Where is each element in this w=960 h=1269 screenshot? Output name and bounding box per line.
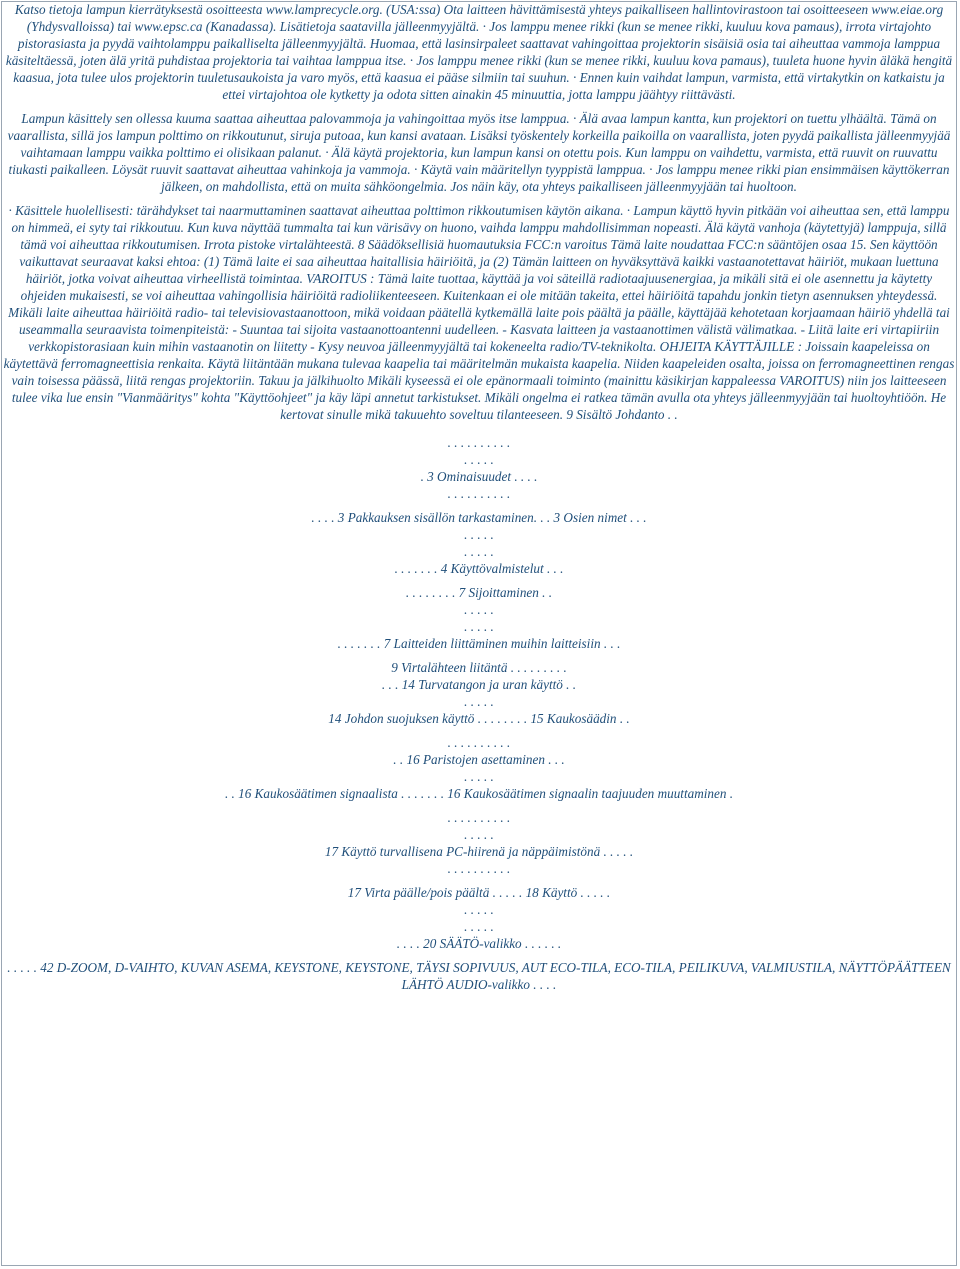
toc-line: . . . . 20 SÄÄTÖ-valikko . . . . . . (396, 936, 562, 951)
toc-line: . . . . . (464, 544, 494, 559)
toc-spacer (3, 802, 955, 809)
toc-line: . . . . 3 Pakkauksen sisällön tarkastaminen. . . 3 Osien nimet . . . (311, 510, 647, 525)
toc-line: . . . . . (464, 827, 494, 842)
toc-spacer (3, 577, 955, 584)
toc-line: . . . . . . . . . . (447, 861, 511, 876)
regulatory-and-warranty-paragraph: · Käsittele huolellisesti: tärähdykset tai naarmuttaminen saattavat aiheuttaa polttimon rikkoutumisen käytön aikana. · Lampun käyttö hyvin pitkään voi aiheuttaa sen, että lamppu on himmeä, ei syty tai rikkoutuu. Kun kuva näyttää tummalta tai kun värisävy on huono, vaihda lamppu mahdollisimman nopeasti. Älä käytä vanhoja (käytettyjä) lamppuja, sillä tämä voi aiheuttaa rikkoutumisen. Irrota pistoke virtalähteestä. 8 Säädöksellisiä huomautuksia FCC:n varoitus Tämä laite noudattaa FCC:n sääntöjen osaa 15. Sen käyttöön vaikuttavat seuraavat kaksi ehtoa: (1) Tämä laite ei saa aiheuttaa haitallisia häiriöitä, ja (2) Tämän laitteen on hyväksyttävä kaikki vastaanotettavat häiriöt, mukaan luettuna häiriöt, jotka voivat aiheuttaa virheellistä toimintaa. VAROITUS : Tämä laite tuottaa, käyttää ja voi säteillä radiotaajuusenergiaa, ja mikäli sitä ei ole asennettu ja käytetty ohjeiden mukaisesti, se voi aiheuttaa vahingollisia häiriöitä radioliikenteeseen. Kuitenkaan ei ole mitään takeita, ettei häiriöitä tapahdu jonkin tietyn asennuksen yhteydessä. Mikäli laite aiheuttaa häiriöitä radio- tai televisiovastaanottoon, mikä voidaan päätellä kytkemällä laite pois päältä ja päälle, käyttäjää kehotetaan korjaamaan häiriö yhdellä tai useammalla seuraavista toimenpiteistä: - Suuntaa tai sijoita vastaanottoantenni uudelleen. - Kasvata laitteen ja vastaanottimen välistä välimatkaa. - Liitä laite eri virtapiiriin verkkopistorasiaan kuin mihin vastaanotin on liitetty - Kysy neuvoa jälleenmyyjältä tai kokeneelta radio/TV-teknikolta. OHJEITA KÄYTTÄJILLE : Joissain kaapeleissa on käytettävä ferromagneettisia renkaita. Käytä liitäntään mukana tulevaa kaapelia tai määritelmän mukaista kaapelia. Niiden kaapeleiden osalta, joissa on ferromagneettinen rengas vain toisessa päässä, liitä rengas projektoriin. Takuu ja jälkihuolto Mikäli kyseessä ei ole epänormaali toiminto (mainittu käsikirjan kappaleessa VAROITUS) niin jos laitteeseen tulee vika lue ensin "Vianmääritys" kohta "Käyttöohjeet" ja käy läpi annetut tarkistukset. Mikäli ongelma ei ratkea tämän avulla ota yhteys jälleenmyyjään tai huoltoyhtiöön. He kertovat sinulle mikä takuuehto soveltuu tilanteeseen. 9 Sisältö Johdanto . . (3, 203, 955, 422)
toc-line: 17 Käyttö turvallisena PC-hiirenä ja näppäimistönä . . . . . (324, 844, 634, 859)
toc-line: . . . . . (464, 602, 494, 617)
toc-line: . . . . . (464, 619, 494, 634)
toc-line: 9 Virtalähteen liitäntä . . . . . . . . . (391, 660, 567, 675)
toc-line: . . . . . . . . . . (447, 486, 511, 501)
toc-spacer (3, 502, 955, 509)
toc-line: . . . . . . . . . . (447, 435, 511, 450)
toc-line: 17 Virta päälle/pois päältä . . . . . 18 Käyttö . . . . . (347, 885, 611, 900)
toc-line: . . . . . . . . 7 Sijoittaminen . . (405, 585, 553, 600)
toc-spacer (3, 877, 955, 884)
toc-line: . . . . . (464, 769, 494, 784)
toc-line: . . . . . . . . . . (447, 810, 511, 825)
toc-spacer (3, 952, 955, 959)
toc-spacer (3, 727, 955, 734)
recycling-and-lamp-safety-paragraph: Katso tietoja lampun kierrätyksestä osoitteesta www.lamprecycle.org. (USA:ssa) Ota laitteen hävittämisestä yhteys paikalliseen hallintovirastoon tai osoitteeseen www.eiae.org (Yhdysvalloissa) tai www.epsc.ca (Kanadassa). Lisätietoja saatavilla jälleenmyyjältä. · Jos lamppu menee rikki (kun se menee rikki, kuuluu kova pamaus), irrota virtajohto pistorasiasta ja pyydä vaihtolamppu paikalliselta jälleenmyyjältä. Huomaa, että lasinsirpaleet saattavat vahingoittaa projektorin sisäisiä osia tai aiheuttaa vammoja lamppua käsiteltäessä, joten älä yritä puhdistaa projektoria tai vaihtaa lamppua itse. · Jos lamppu menee rikki (kun se menee rikki, kuuluu kova pamaus), tuuleta huone hyvin äläkä hengitä kaasua, jota tulee ulos projektorin tuuletusaukoista ja varo myös, että kaasua ei pääse silmiin tai suuhun. · Ennen kuin vaihdat lampun, varmista, että virtakytkin on katkaistu ja ettei virtajohtoa ole kytketty ja odota sitten ainakin 45 minuuttia, jotta lamppu jäähtyy riittävästi. (5, 2, 953, 102)
table-of-contents (3, 434, 955, 993)
toc-line: . . . 14 Turvatangon ja uran käyttö . . (381, 677, 577, 692)
toc-line: 14 Johdon suojuksen käyttö . . . . . . . . 15 Kaukosäädin . . (328, 711, 630, 726)
toc-line: . . . . . 42 D-ZOOM, D-VAIHTO, KUVAN ASEMA, KEYSTONE, KEYSTONE, TÄYSI SOPIVUUS, AUT ECO-TILA, ECO-TILA, PEILIKUVA, VALMIUSTILA, NÄYTTÖPÄÄTTEEN LÄHTÖ AUDIO-valikko . . . . (7, 960, 951, 992)
toc-line: . . . . . (464, 527, 494, 542)
toc-line: . 3 Ominaisuudet . . . . (420, 469, 538, 484)
toc-line: . . . . . (464, 919, 494, 934)
toc-line: . . . . . (464, 694, 494, 709)
lamp-handling-paragraph: Lampun käsittely sen ollessa kuuma saattaa aiheuttaa palovammoja ja vahingoittaa myös itse lamppua. · Älä avaa lampun kantta, kun projektori on tuettu ylhäältä. Tämä on vaarallista, sillä jos lampun polttimo on rikkoutunut, siruja putoaa, kun kansi avataan. Lisäksi työskentely korkeilla paikoilla on vaarallista, joten pyydä paikallista jälleenmyyjää vaihtamaan lamppu vaikka polttimo ei olisikaan palanut. · Älä käytä projektoria, kun lampun kansi on otettu pois. Kun lamppu on vaihdettu, varmista, että ruuvit on ruuvattu tiukasti paikalleen. Löysät ruuvit saattavat aiheuttaa vahinkoja ja vammoja. · Käytä vain määritellyn tyyppistä lamppua. · Jos lamppu menee rikki pian ensimmäisen käyttökerran jälkeen, on mahdollista, että on muita sähköongelmia. Jos näin käy, ota yhteys paikalliseen jälleenmyyjään tai huoltoon. (7, 111, 951, 194)
toc-line: . . 16 Paristojen asettaminen . . . (393, 752, 565, 767)
document-page (3, 1, 955, 993)
toc-line: . . 16 Kaukosäätimen signaalista . . . . . . . 16 Kaukosäätimen signaalin taajuuden muuttaminen . (224, 786, 734, 801)
toc-line: . . . . . . . 4 Käyttövalmistelut . . . (394, 561, 564, 576)
toc-spacer (3, 652, 955, 659)
toc-line: . . . . . (464, 452, 494, 467)
toc-line: . . . . . . . . . . (447, 735, 511, 750)
toc-line: . . . . . (464, 902, 494, 917)
toc-line: . . . . . . . 7 Laitteiden liittäminen muihin laitteisiin . . . (337, 636, 621, 651)
